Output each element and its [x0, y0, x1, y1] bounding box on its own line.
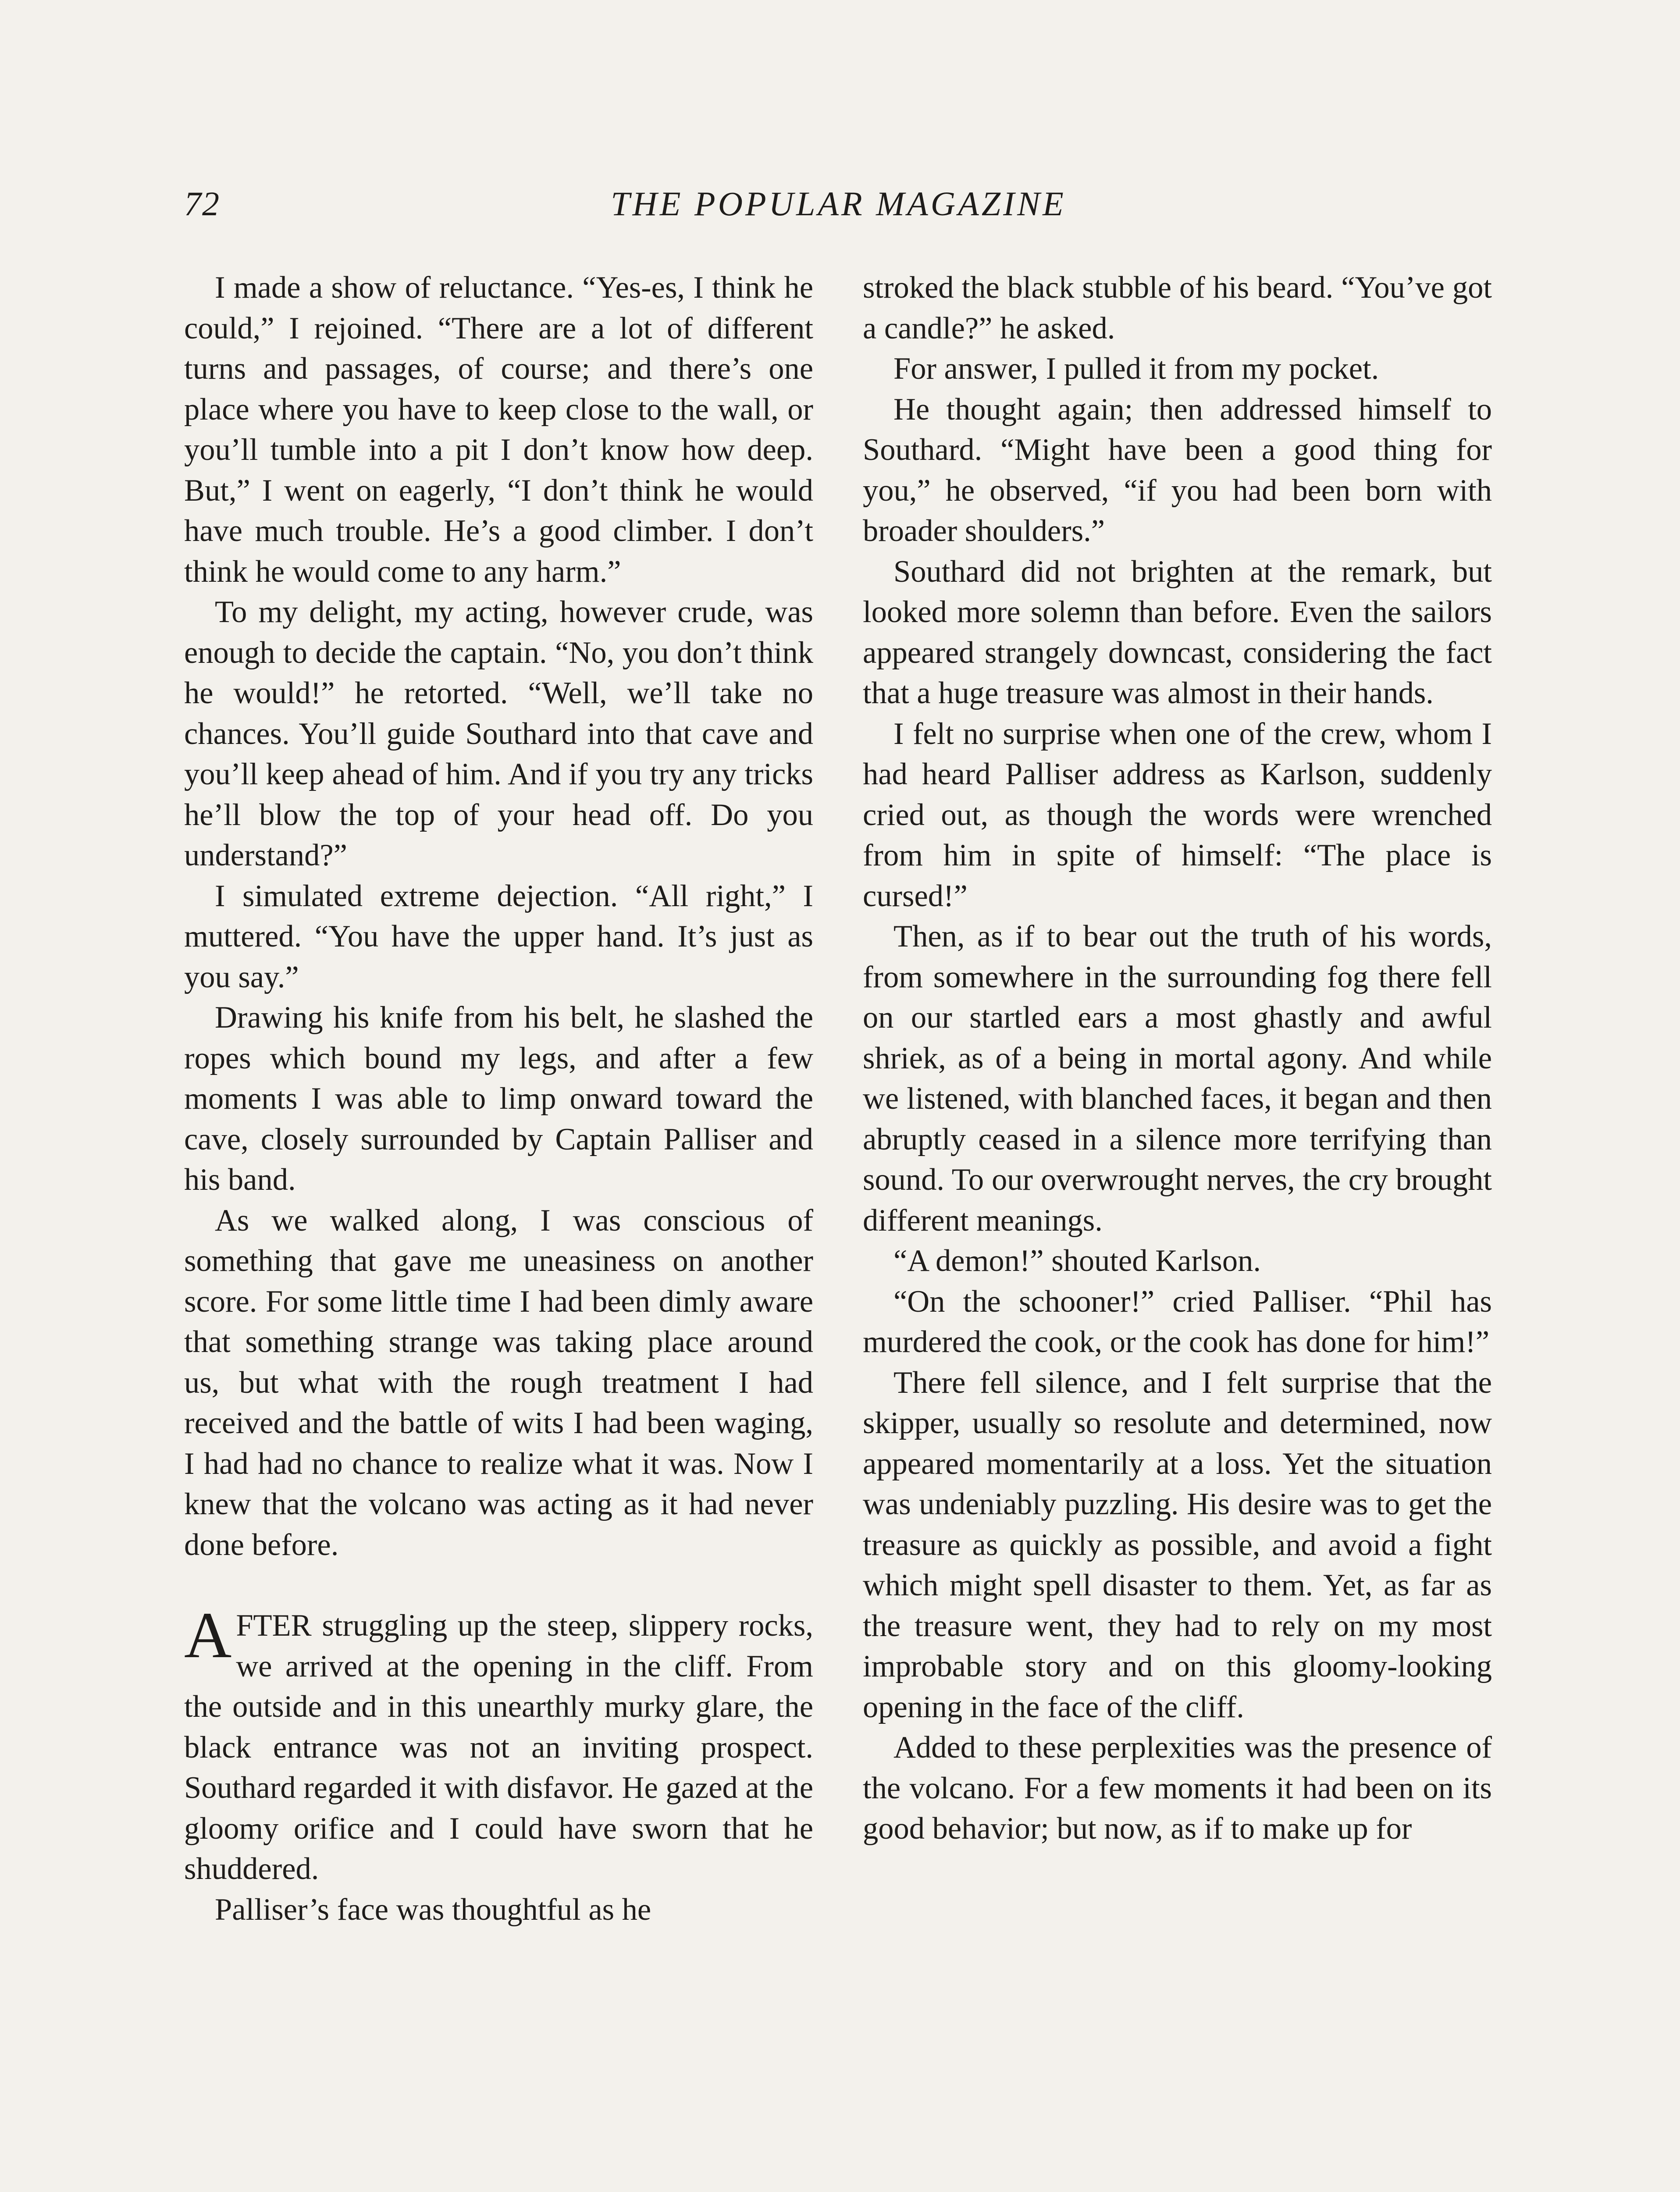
- paragraph: Drawing his knife from his belt, he slashed the ropes which bound my legs, and after a few moments I was able to limp onward toward the cave, closely surrounded by Captain Palliser and his band.: [184, 1000, 813, 1197]
- right-column: [863, 267, 1492, 1849]
- section-opening-paragraph: [184, 1599, 813, 1890]
- paragraph: Then, as if to bear out the truth of his words, from somewhere in the surrounding fog there fell on our startled ears a most ghastly and awful shriek, as of a being in mortal agony. And while we listened, with blanched faces, it began and then abruptly ceased in a silence more terrifying than sound. To our overwrought nerves, the cry brought different meanings.: [863, 919, 1492, 1238]
- paragraph: Added to these perplexities was the presence of the volcano. For a few moments it had been on its good behavior; but now, as if to make up for: [863, 1730, 1492, 1846]
- paragraph: There fell silence, and I felt surprise that the skipper, usually so resolute and determined, now appeared momentarily at a loss. Yet the situation was undeniably puzzling. His desire was to get the treasure as quickly as possible, and avoid a fight which might spell disaster to them. Yet, as far as the treasure went, they had to rely on my most improbable story and on this gloomy-looking opening in the face of the cliff.: [863, 1365, 1492, 1724]
- page-header: [184, 184, 1493, 232]
- paragraph: He thought again; then addressed himself to Southard. “Might have been a good thing for you,” he observed, “if you had been born with broader shoulders.”: [863, 392, 1492, 548]
- paragraph: I felt no surprise when one of the crew, whom I had heard Palliser address as Karlson, suddenly cried out, as though the words were wrenched from him in spite of himself: “The place is cursed!”: [863, 716, 1492, 913]
- paragraph: Palliser’s face was thoughtful as he: [215, 1892, 651, 1927]
- paragraph-continued: stroked the black stubble of his beard. “You’ve got a candle?” he asked.: [863, 270, 1492, 345]
- paragraph: As we walked along, I was conscious of something that gave me uneasiness on another score. For some little time I had been dimly aware that something strange was taking place around us, but what with the rough treatment I had received and the battle of wits I had been waging, I had had no chance to realize what it was. Now I knew that the volcano was acting as it had never done before.: [184, 1203, 813, 1562]
- paragraph-text: FTER struggling up the steep, slippery rocks, we arrived at the opening in the cliff. From the outside and in this unearthly murky glare, the black entrance was not an inviting prospect. Southard regarded it with disfavor. He gazed at the gloomy orifice and I could have sworn that he shuddered.: [184, 1608, 813, 1886]
- running-title: THE POPULAR MAGAZINE: [611, 185, 1066, 223]
- paragraph: “On the schooner!” cried Palliser. “Phil has murdered the cook, or the cook has done for him!”: [863, 1284, 1492, 1359]
- drop-cap: A: [184, 1599, 232, 1672]
- paragraph: To my delight, my acting, however crude, was enough to decide the captain. “No, you don’t think he would!” he retorted. “Well, we’ll take no chances. You’ll guide Southard into that cave and you’ll keep ahead of him. And if you try any tricks he’ll blow the top of your head off. Do you understand?”: [184, 595, 813, 872]
- left-column: [184, 267, 813, 1930]
- paragraph: Southard did not brighten at the remark, but looked more solemn than before. Even the sailors appeared strangely downcast, considering the fact that a huge treasure was almost in their hands.: [863, 554, 1492, 710]
- paragraph: I made a show of reluctance. “Yes-es, I think he could,” I rejoined. “There are a lot of different turns and passages, of course; and there’s one place where you have to keep close to the wall, or you’ll tumble into a pit I don’t know how deep. But,” I went on eagerly, “I don’t think he would have much trouble. He’s a good climber. I don’t think he would come to any harm.”: [184, 270, 813, 589]
- paragraph: I simulated extreme dejection. “All right,” I muttered. “You have the upper hand. It’s just as you say.”: [184, 879, 813, 994]
- section-break: [184, 1565, 813, 1605]
- page-number: 72: [184, 185, 220, 223]
- paragraph: For answer, I pulled it from my pocket.: [893, 352, 1379, 386]
- paragraph: “A demon!” shouted Karlson.: [893, 1244, 1261, 1278]
